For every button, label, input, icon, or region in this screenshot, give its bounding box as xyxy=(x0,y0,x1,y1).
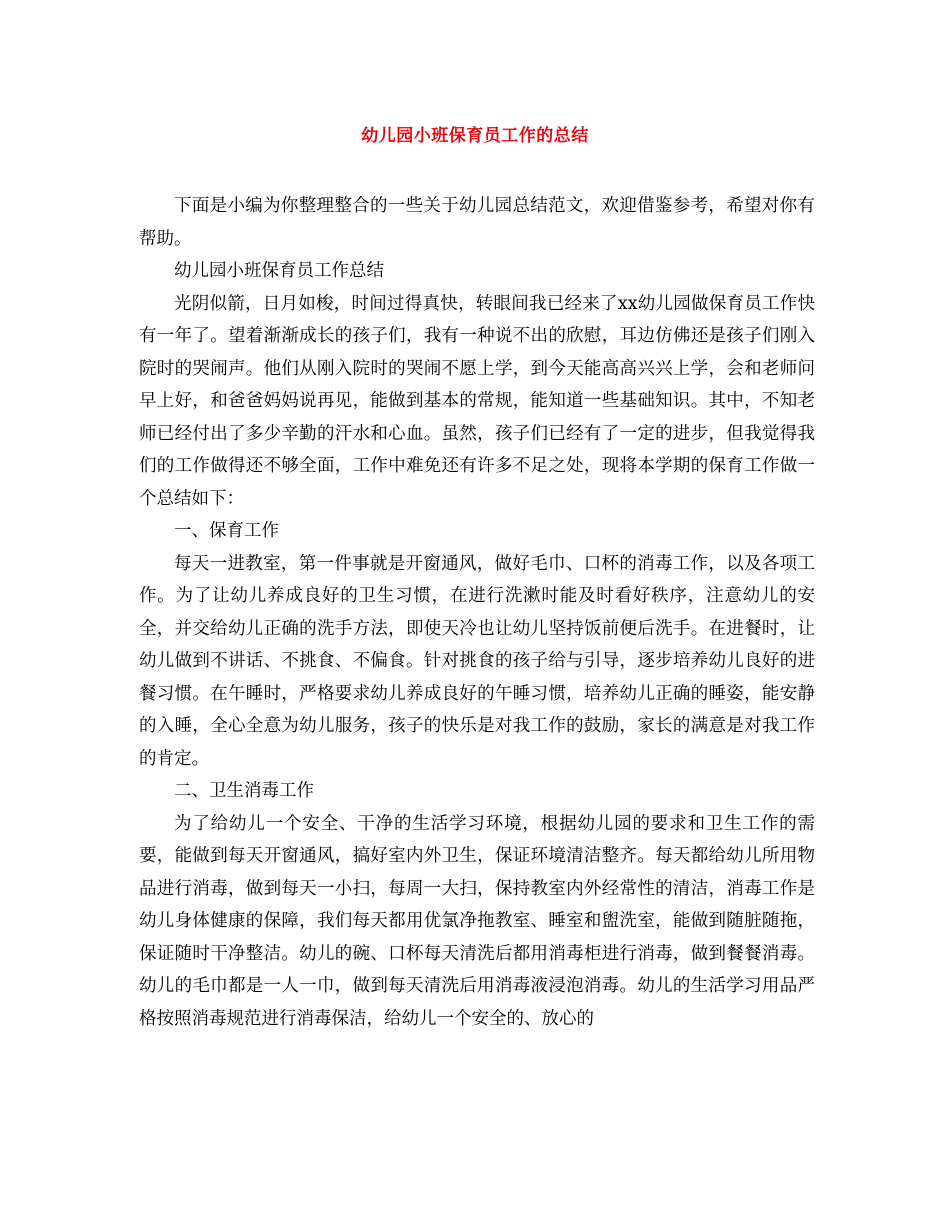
document-body xyxy=(139,190,815,1035)
section-heading: 二、卫生消毒工作 xyxy=(174,781,314,801)
body-paragraph: 为了给幼儿一个安全、干净的生活学习环境，根据幼儿园的要求和卫生工作的需要，能做到每天开窗通风，搞好室内外卫生，保证环境清洁整齐。每天都给幼儿所用物品进行消毒，做到每天一小扫，每周一大扫，保持教室内外经常性的清洁，消毒工作是幼儿身体健康的保障，我们每天都用优氯净拖教室、睡室和盥洗室，能做到随脏随拖，保证随时干净整洁。幼儿的碗、口杯每天清洗后都用消毒柜进行消毒，做到餐餐消毒。幼儿的毛巾都是一人一巾，做到每天清洗后用消毒液浸泡消毒。幼儿的生活学习用品严格按照消毒规范进行消毒保洁，给幼儿一个安全的、放心的 xyxy=(139,813,815,1029)
body-paragraph: 光阴似箭，日月如梭，时间过得真快，转眼间我已经来了xx幼儿园做保育员工作快有一年了。望着渐渐成长的孩子们，我有一种说不出的欣慰，耳边仿佛还是孩子们刚入院时的哭闹声。他们从刚入院时的哭闹不愿上学，到今天能高高兴兴上学，会和老师问早上好，和爸爸妈妈说再见，能做到基本的常规，能知道一些基础知识。其中，不知老师已经付出了多少辛勤的汗水和心血。虽然，孩子们已经有了一定的进步，但我觉得我们的工作做得还不够全面，工作中难免还有许多不足之处，现将本学期的保育工作做一个总结如下： xyxy=(139,293,815,509)
document-title: 幼儿园小班保育员工作的总结 xyxy=(361,126,589,146)
section-heading: 一、保育工作 xyxy=(174,521,279,541)
intro-paragraph: 下面是小编为你整理整合的一些关于幼儿园总结范文，欢迎借鉴参考，希望对你有帮助。 xyxy=(139,196,815,249)
section-heading: 幼儿园小班保育员工作总结 xyxy=(174,261,384,281)
body-paragraph: 每天一进教室，第一件事就是开窗通风，做好毛巾、口杯的消毒工作，以及各项工作。为了让幼儿养成良好的卫生习惯，在进行洗漱时能及时看好秩序，注意幼儿的安全，并交给幼儿正确的洗手方法，即使天冷也让幼儿坚持饭前便后洗手。在进餐时，让幼儿做到不讲话、不挑食、不偏食。针对挑食的孩子给与引导，逐步培养幼儿良好的进餐习惯。在午睡时，严格要求幼儿养成良好的午睡习惯，培养幼儿正确的睡姿，能安静的入睡，全心全意为幼儿服务，孩子的快乐是对我工作的鼓励，家长的满意是对我工作的肯定。 xyxy=(139,553,815,769)
